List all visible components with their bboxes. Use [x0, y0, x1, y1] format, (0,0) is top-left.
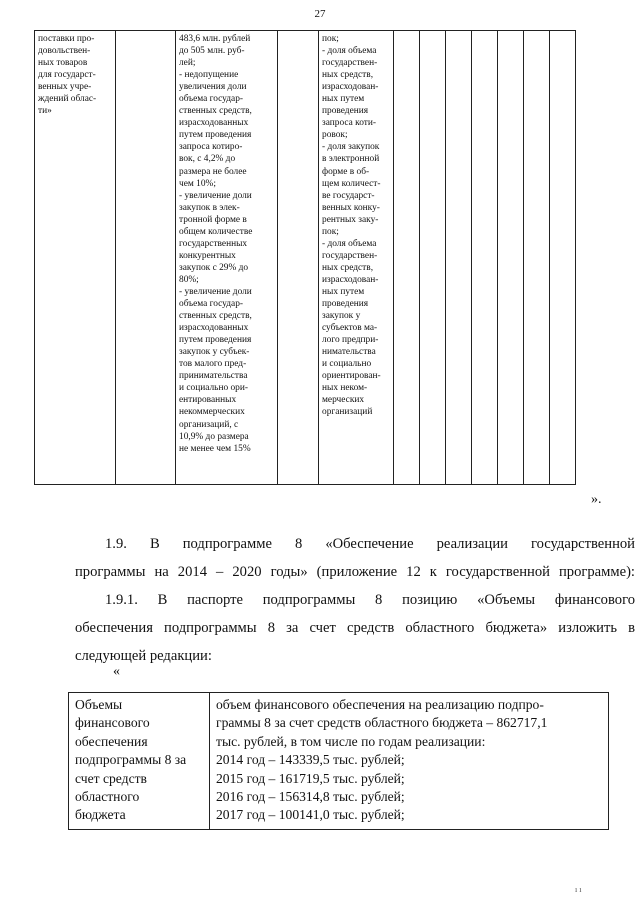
table1-col3-cell: [176, 31, 278, 485]
table1-year-cell: [420, 31, 446, 485]
text-line: объем финансового обеспечения на реализацию подпро-: [216, 697, 544, 712]
text-line: тов малого пред-: [179, 359, 247, 370]
table1-year-cell: [550, 31, 576, 485]
text-line: израсходован-: [322, 274, 379, 285]
text-line: лей;: [179, 58, 196, 69]
text-line: лого предпри-: [322, 335, 379, 346]
scan-mark: ı ı: [575, 885, 582, 894]
text-line: областного: [75, 789, 140, 805]
paragraph-1-9-1-line: обеспечения подпрограммы 8 за счет средств областного бюджета» изложить в: [75, 620, 635, 636]
text-line: финансового: [75, 715, 150, 731]
opening-quote: «: [113, 664, 120, 679]
table1-col4-cell: [278, 31, 319, 485]
text-line: закупок в элек-: [179, 202, 240, 213]
text-line: государствен-: [322, 58, 378, 69]
text-line: ти»: [38, 106, 52, 117]
text-line: тыс. рублей, в том числе по годам реализации:: [216, 733, 486, 749]
table1-col1-cell: [35, 31, 116, 485]
funding-label-cell: [69, 693, 210, 830]
text-line: проведения: [322, 106, 369, 117]
text-line: щем количест-: [322, 178, 381, 189]
text-line: ственных средств,: [179, 106, 252, 117]
text-line: запроса коти-: [322, 118, 377, 129]
text-line: 80%;: [179, 274, 199, 285]
text-line: и социально ори-: [179, 383, 249, 394]
passport-funding-table: [68, 692, 609, 830]
text-line: поставки про-: [38, 34, 95, 44]
text-line: - доля объема: [322, 46, 377, 57]
text-line: обеспечения: [75, 733, 148, 749]
table1-year-cell: [472, 31, 498, 485]
text-line: организаций, с: [179, 419, 239, 430]
text-line: субъектов ма-: [322, 323, 378, 334]
text-line: запроса котиро-: [179, 142, 243, 153]
text-line: 2015 год – 161719,5 тыс. рублей;: [216, 770, 405, 786]
text-line: конкурентных: [179, 250, 236, 261]
text-line: для государст-: [38, 70, 96, 81]
text-line: государствен-: [322, 250, 378, 261]
paragraph-1-9-1-line: следующей редакции:: [75, 648, 212, 664]
text-line: пок;: [322, 34, 339, 44]
text-line: вок, с 4,2% до: [179, 154, 236, 165]
text-line: - увеличение доли: [179, 190, 252, 201]
text-line: бюджета: [75, 807, 126, 823]
paragraph-1-9-line: программы на 2014 – 2020 годы» (приложение 12 к государственной программе):: [75, 564, 635, 580]
text-line: 2014 год – 143339,5 тыс. рублей;: [216, 752, 405, 768]
funding-value-text: [216, 696, 604, 825]
funding-value-cell: [210, 693, 609, 830]
text-line: ных средств,: [322, 70, 374, 81]
text-line: - доля объема: [322, 238, 377, 249]
text-line: - увеличение доли: [179, 286, 252, 297]
paragraph-1-9-line: 1.9. В подпрограмме 8 «Обеспечение реализации государственной: [105, 536, 635, 552]
text-line: увеличения доли: [179, 82, 247, 93]
text-line: путем проведения: [179, 130, 252, 141]
table1-year-cell: [446, 31, 472, 485]
text-line: граммы 8 за счет средств областного бюджета – 862717,1: [216, 715, 548, 731]
text-line: путем проведения: [179, 335, 252, 346]
paragraph-1-9-1: [75, 586, 635, 670]
text-line: не менее чем 15%: [179, 443, 251, 454]
text-line: принимательства: [179, 371, 248, 382]
text-line: некоммерческих: [179, 407, 245, 418]
text-line: нимательства: [322, 347, 376, 358]
text-line: 483,6 млн. рублей: [179, 34, 251, 44]
text-line: 2016 год – 156314,8 тыс. рублей;: [216, 789, 405, 805]
text-line: ных путем: [322, 94, 365, 105]
table1-year-cell: [524, 31, 550, 485]
table1-col2-cell: [116, 31, 176, 485]
text-line: мерческих: [322, 395, 365, 406]
funding-label-text: [75, 696, 205, 825]
indicators-table-continuation: [34, 30, 576, 485]
text-line: размера не более: [179, 166, 247, 177]
text-line: закупок с 29% до: [179, 262, 249, 273]
text-line: израсходованных: [179, 118, 249, 129]
paragraph-1-9: [75, 530, 635, 586]
text-line: государственных: [179, 238, 248, 249]
text-line: ве государст-: [322, 190, 375, 201]
text-line: 10,9% до размера: [179, 431, 249, 442]
table1-col5-cell: [319, 31, 394, 485]
text-line: закупок у: [322, 311, 361, 322]
text-line: в электронной: [322, 154, 380, 165]
table1-year-cell: [498, 31, 524, 485]
text-line: подпрограммы 8 за: [75, 752, 187, 768]
text-line: ственных средств,: [179, 311, 252, 322]
text-line: израсходован-: [322, 82, 379, 93]
paragraph-1-9-1-line: 1.9.1. В паспорте подпрограммы 8 позицию «Объемы финансового: [105, 592, 635, 608]
text-line: израсходованных: [179, 323, 249, 334]
text-line: Объемы: [75, 697, 123, 712]
page-number: 27: [314, 8, 326, 20]
text-line: ентированных: [179, 395, 237, 406]
text-line: рентных заку-: [322, 214, 379, 225]
text-line: общем количестве: [179, 226, 253, 237]
closing-quote: ».: [591, 492, 602, 507]
text-line: и социально: [322, 359, 372, 370]
text-line: - недопущение: [179, 70, 239, 81]
text-line: ориентирован-: [322, 371, 381, 382]
text-line: объема государ-: [179, 94, 244, 105]
text-line: до 505 млн. руб-: [179, 46, 245, 57]
table1-col3-text: [179, 33, 275, 455]
text-line: - доля закупок: [322, 142, 380, 153]
text-line: ровок;: [322, 130, 348, 141]
text-line: чем 10%;: [179, 178, 216, 189]
text-line: тронной форме в: [179, 214, 247, 225]
text-line: закупок у субъек-: [179, 347, 250, 358]
table1-col5-text: [322, 33, 391, 419]
text-line: объема государ-: [179, 299, 244, 310]
text-line: форме в об-: [322, 166, 370, 177]
text-line: ждений облас-: [38, 94, 97, 105]
text-line: 2017 год – 100141,0 тыс. рублей;: [216, 807, 405, 823]
text-line: ных неком-: [322, 383, 368, 394]
table1-col1-text: [38, 33, 113, 117]
text-line: организаций: [322, 407, 373, 418]
text-line: счет средств: [75, 770, 147, 786]
text-line: ных путем: [322, 286, 365, 297]
text-line: пок;: [322, 226, 339, 237]
text-line: ных товаров: [38, 58, 88, 69]
table1-year-cell: [394, 31, 420, 485]
text-line: довольствен-: [38, 46, 91, 57]
text-line: проведения: [322, 299, 369, 310]
text-line: венных учре-: [38, 82, 92, 93]
text-line: венных конку-: [322, 202, 380, 213]
text-line: ных средств,: [322, 262, 374, 273]
